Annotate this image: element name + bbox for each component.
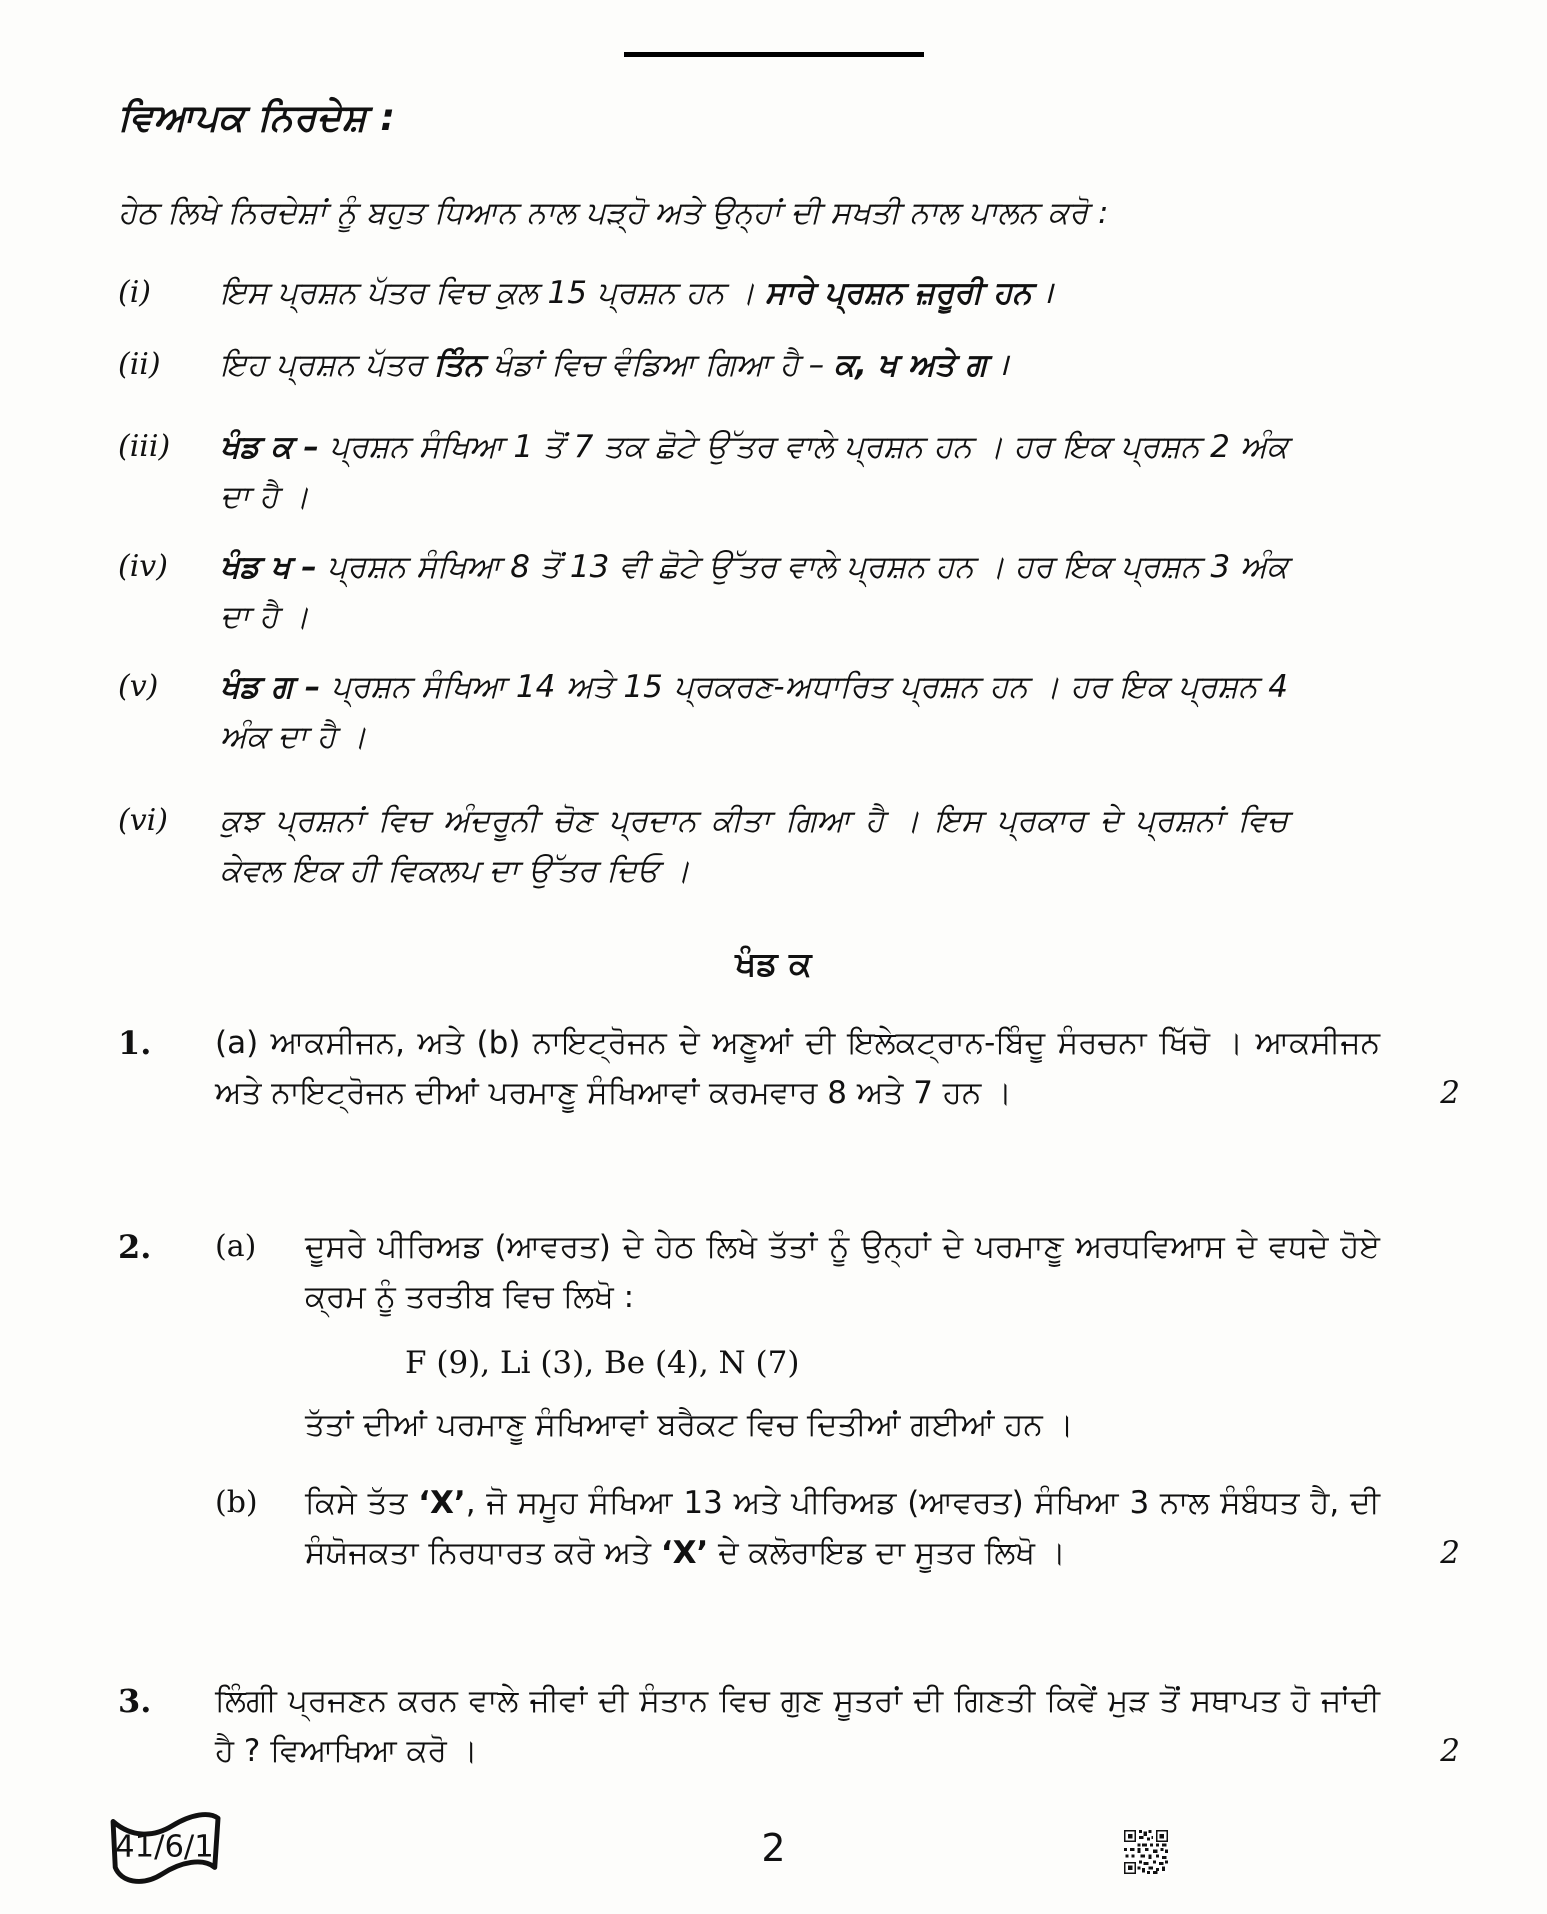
question-marks: 2 (1440, 1733, 1460, 1769)
part-label: (b) (215, 1485, 258, 1520)
page-number: 2 (761, 1826, 786, 1870)
instruction-label: (i) (118, 275, 152, 310)
question-number: 3. (118, 1682, 152, 1720)
instruction-item (118, 268, 1288, 318)
question (118, 1018, 1460, 1118)
instruction-label: (iv) (118, 549, 168, 584)
question-part-b (215, 1478, 1380, 1578)
question-part-a (215, 1222, 1380, 1450)
instruction-text: ਖੰਡ ਗ – ਪ੍ਰਸ਼ਨ ਸੰਖਿਆ 14 ਅਤੇ 15 ਪ੍ਰਕਰਣ-ਅਧਾਰਿਤ ਪ੍ਰਸ਼ਨ ਹਨ । ਹਰ ਇਕ ਪ੍ਰਸ਼ਨ 4 ਅੰਕ ਦਾ ਹੈ । (220, 669, 1288, 755)
part-note: ਤੱਤਾਂ ਦੀਆਂ ਪਰਮਾਣੂ ਸੰਖਿਆਵਾਂ ਬਰੈਕਟ ਵਿਚ ਦਿਤੀਆਂ ਗਈਆਂ ਹਨ । (305, 1407, 1074, 1443)
question-number: 1. (118, 1024, 152, 1062)
instruction-item (118, 662, 1288, 762)
instruction-item (118, 340, 1288, 390)
instruction-label: (v) (118, 669, 159, 704)
instruction-text: ਕੁਝ ਪ੍ਰਸ਼ਨਾਂ ਵਿਚ ਅੰਦਰੂਨੀ ਚੋਣ ਪ੍ਰਦਾਨ ਕੀਤਾ ਗਿਆ ਹੈ । ਇਸ ਪ੍ਰਕਾਰ ਦੇ ਪ੍ਰਸ਼ਨਾਂ ਵਿਚ ਕੇਵਲ ਇਕ ਹੀ ਵਿਕਲਪ ਦਾ ਉੱਤਰ ਦਿਓ । (220, 803, 1288, 889)
section-heading: ਖੰਡ ਕ (735, 944, 812, 983)
question-number: 2. (118, 1228, 152, 1266)
instruction-text: ਖੰਡ ਖ – ਪ੍ਰਸ਼ਨ ਸੰਖਿਆ 8 ਤੋਂ 13 ਵੀ ਛੋਟੇ ਉੱਤਰ ਵਾਲੇ ਪ੍ਰਸ਼ਨ ਹਨ । ਹਰ ਇਕ ਪ੍ਰਸ਼ਨ 3 ਅੰਕ ਦਾ ਹੈ । (220, 549, 1288, 635)
instruction-item (118, 422, 1288, 522)
question-text: (a) ਆਕਸੀਜਨ, ਅਤੇ (b) ਨਾਇਟ੍ਰੋਜਨ ਦੇ ਅਣੂਆਂ ਦੀ ਇਲੇਕਟ੍ਰਾਨ-ਬਿੰਦੂ ਸੰਰਚਨਾ ਖਿੱਚੋ । ਆਕਸੀਜਨ ਅਤੇ ਨਾਇਟ੍ਰੋਜਨ ਦੀਆਂ ਪਰਮਾਣੂ ਸੰਖਿਆਵਾਂ ਕਰਮਵਾਰ 8 ਅਤੇ 7 ਹਨ । (215, 1025, 1380, 1111)
instruction-label: (iii) (118, 429, 171, 464)
instruction-label: (ii) (118, 347, 161, 382)
instruction-text: ਇਹ ਪ੍ਰਸ਼ਨ ਪੱਤਰ ਤਿੰਨ ਖੰਡਾਂ ਵਿਚ ਵੰਡਿਆ ਗਿਆ ਹੈ – ਕ, ਖ ਅਤੇ ਗ । (220, 347, 1009, 383)
paper-code-text: 41/6/1 (115, 1829, 214, 1865)
header-divider-rule (624, 52, 924, 57)
question-text: ਲਿੰਗੀ ਪ੍ਰਜਣਨ ਕਰਨ ਵਾਲੇ ਜੀਵਾਂ ਦੀ ਸੰਤਾਨ ਵਿਚ ਗੁਣ ਸੂਤਰਾਂ ਦੀ ਗਿਣਤੀ ਕਿਵੇਂ ਮੁੜ ਤੋਂ ਸਥਾਪਤ ਹੋ ਜਾਂਦੀ ਹੈ ? ਵਿਆਖਿਆ ਕਰੋ । (215, 1683, 1380, 1769)
element-list-formula: F (9), Li (3), Be (4), N (7) (405, 1345, 800, 1381)
part-label: (a) (215, 1229, 257, 1264)
instructions-intro: ਹੇਠ ਲਿਖੇ ਨਿਰਦੇਸ਼ਾਂ ਨੂੰ ਬਹੁਤ ਧਿਆਨ ਨਾਲ ਪੜ੍ਹੋ ਅਤੇ ਉਨ੍ਹਾਂ ਦੀ ਸਖਤੀ ਨਾਲ ਪਾਲਨ ਕਰੋ : (118, 195, 1109, 231)
question-marks: 2 (1440, 1075, 1460, 1111)
general-instructions-title: ਵਿਆਪਕ ਨਿਰਦੇਸ਼ : (118, 96, 396, 139)
part-text: ਕਿਸੇ ਤੱਤ ‘X’, ਜੋ ਸਮੂਹ ਸੰਖਿਆ 13 ਅਤੇ ਪੀਰਿਅਡ (ਆਵਰਤ) ਸੰਖਿਆ 3 ਨਾਲ ਸੰਬੰਧਤ ਹੈ, ਦੀ ਸੰਯੋਜਕਤਾ ਨਿਰਧਾਰਤ ਕਰੋ ਅਤੇ ‘X’ ਦੇ ਕਲੋਰਾਇਡ ਦਾ ਸੂਤਰ ਲਿਖੋ । (305, 1485, 1380, 1571)
question (118, 1676, 1460, 1776)
instruction-text: ਖੰਡ ਕ – ਪ੍ਰਸ਼ਨ ਸੰਖਿਆ 1 ਤੋਂ 7 ਤਕ ਛੋਟੇ ਉੱਤਰ ਵਾਲੇ ਪ੍ਰਸ਼ਨ ਹਨ । ਹਰ ਇਕ ਪ੍ਰਸ਼ਨ 2 ਅੰਕ ਦਾ ਹੈ । (220, 429, 1288, 515)
question (118, 1222, 1460, 1578)
instruction-item (118, 542, 1288, 642)
instruction-label: (vi) (118, 803, 168, 838)
question-marks: 2 (1440, 1535, 1460, 1571)
qr-code-icon (1124, 1830, 1168, 1874)
instruction-item (118, 796, 1288, 896)
instruction-text: ਇਸ ਪ੍ਰਸ਼ਨ ਪੱਤਰ ਵਿਚ ਕੁਲ 15 ਪ੍ਰਸ਼ਨ ਹਨ । ਸਾਰੇ ਪ੍ਰਸ਼ਨ ਜ਼ਰੂਰੀ ਹਨ । (220, 275, 1054, 311)
part-text: ਦੂਸਰੇ ਪੀਰਿਅਡ (ਆਵਰਤ) ਦੇ ਹੇਠ ਲਿਖੇ ਤੱਤਾਂ ਨੂੰ ਉਨ੍ਹਾਂ ਦੇ ਪਰਮਾਣੂ ਅਰਧਵਿਆਸ ਦੇ ਵਧਦੇ ਹੋਏ ਕ੍ਰਮ ਨੂੰ ਤਰਤੀਬ ਵਿਚ ਲਿਖੋ : (305, 1229, 1380, 1315)
